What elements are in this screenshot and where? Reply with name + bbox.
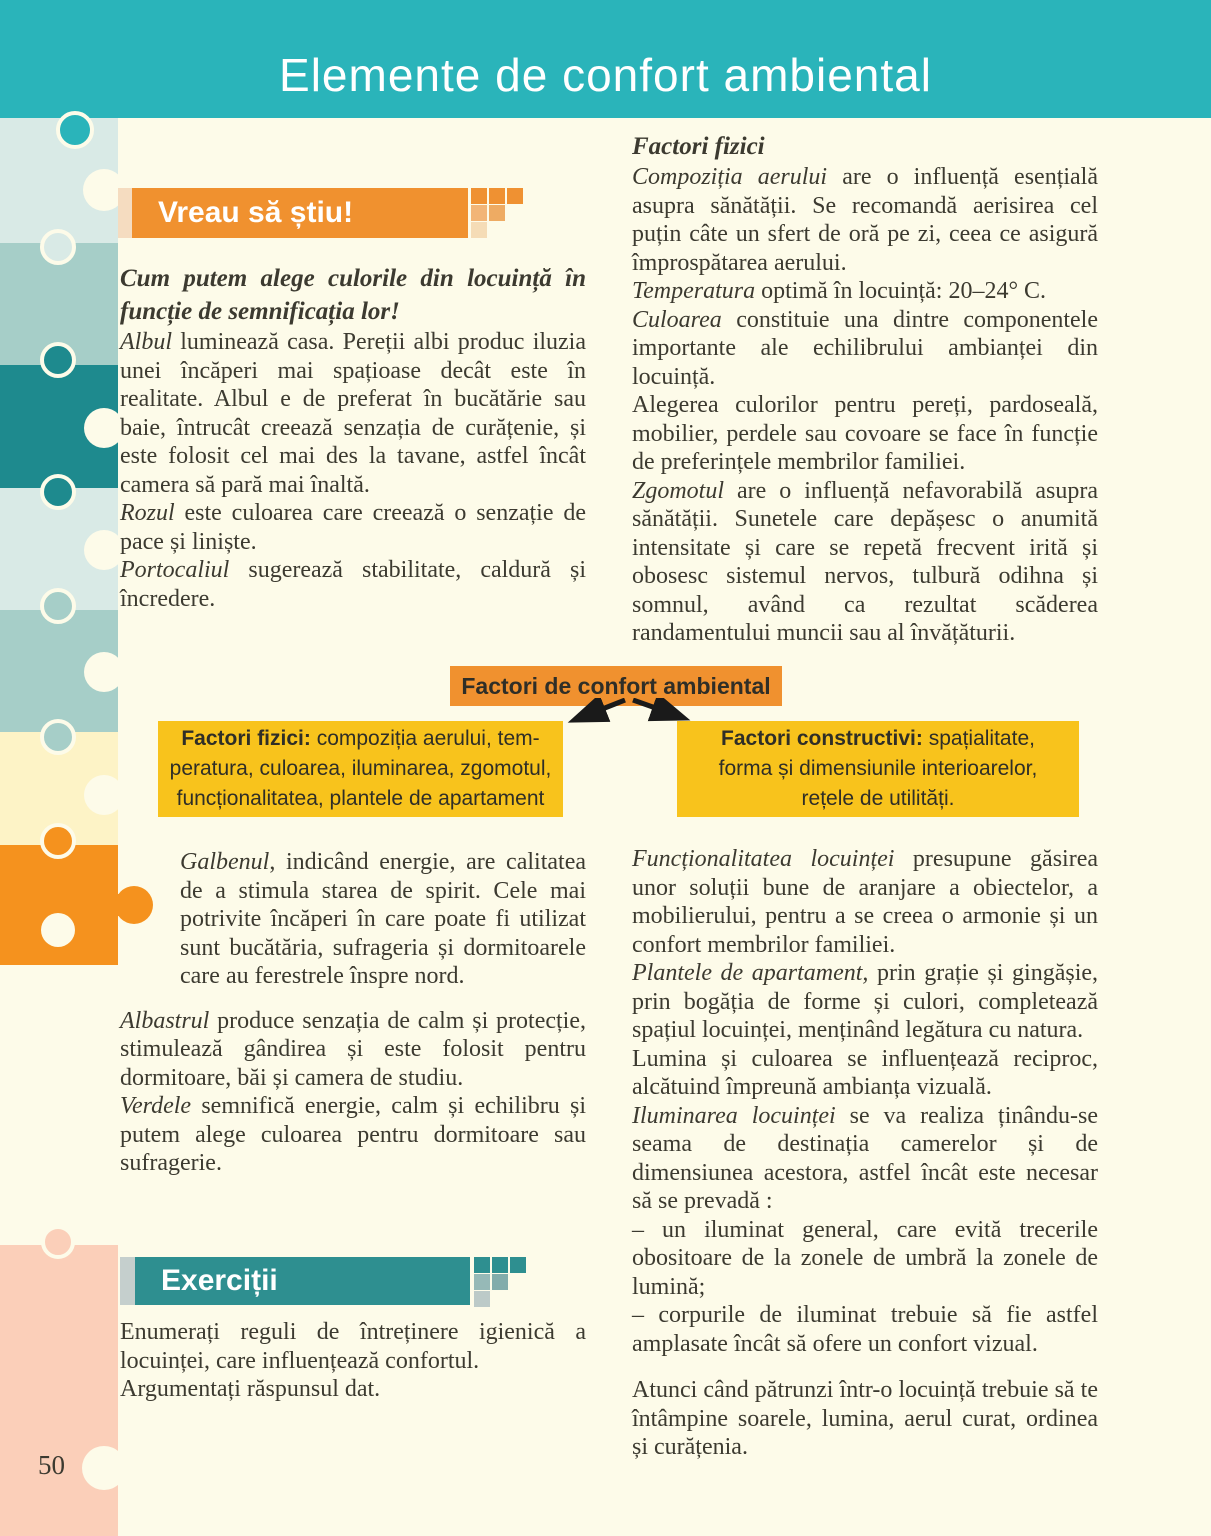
know-box-strip bbox=[118, 188, 132, 238]
right-column-bottom bbox=[632, 845, 1098, 1462]
diagram-box-line: Factori fizici: compoziția aerului, tem- bbox=[181, 727, 540, 750]
intro-heading: Cum putem alege culorile din locuință în funcție de semnificația lor! bbox=[120, 265, 586, 325]
page-number: 50 bbox=[38, 1450, 65, 1480]
deco-square bbox=[510, 1257, 526, 1273]
factori-fizici-heading: Factori fizici bbox=[632, 133, 765, 160]
diagram-box-line: Factori constructivi: spațialitate, bbox=[721, 727, 1035, 750]
right-column-top bbox=[632, 130, 1098, 648]
deco-square bbox=[471, 188, 487, 204]
diagram-box-line: funcționalitatea, plantele de apartament bbox=[176, 787, 545, 810]
left-column-bottom bbox=[120, 848, 586, 1178]
page-header bbox=[0, 0, 1211, 118]
puzzle-knob bbox=[58, 113, 92, 147]
diagram-box-line: peratura, culoarea, iluminarea, zgomotul, bbox=[169, 757, 552, 780]
exercises-box-label: Exerciții bbox=[161, 1264, 278, 1297]
puzzle-knob bbox=[42, 476, 74, 508]
paragraph-iluminat-general: – un iluminat general, care evită trecerile obositoare de la zonele de umbră la zonele de lumină; bbox=[632, 1216, 1098, 1300]
paragraph-albul: Albul luminează casa. Pereții albi produc iluzia unei încăperi mai spațioase decât este în realitate. Albul e de preferat în bucătărie sau baie, întrucât creează senzația de curățenie, și este folosit cel mai des la tavane, astfel încât camera să pară mai înaltă. bbox=[120, 329, 586, 498]
know-box bbox=[132, 188, 468, 238]
paragraph-albastrul: Albastrul produce senzația de calm și protecție, stimulează gândirea și este folosit pentru dormitoare, băi și camera de studiu. bbox=[120, 1007, 586, 1091]
exercises-box-squares bbox=[474, 1257, 528, 1309]
deco-square bbox=[471, 222, 487, 238]
paragraph-portocaliul: Portocaliul sugerează stabilitate, caldură și încredere. bbox=[120, 557, 586, 612]
exercises-text bbox=[120, 1318, 586, 1404]
paragraph-culoarea: Culoarea constituie una dintre componentele importante ale echilibrului ambianței din locuință. bbox=[632, 306, 1098, 390]
arrow-right bbox=[633, 700, 681, 717]
left-column-top bbox=[120, 262, 586, 613]
paragraph-iluminarea: Iluminarea locuinței se va realiza ținându-se seama de destinația camerelor și de dimensiunea acestora, astfel încât este necesar să se prevadă : bbox=[632, 1102, 1098, 1214]
deco-square bbox=[489, 205, 505, 221]
puzzle-knob bbox=[43, 1227, 73, 1257]
puzzle-knob bbox=[42, 721, 74, 753]
deco-square bbox=[492, 1274, 508, 1290]
deco-square bbox=[489, 188, 505, 204]
exercises-box bbox=[135, 1257, 470, 1305]
know-box-squares bbox=[471, 188, 525, 240]
paragraph-temperatura: Temperatura optimă în locuință: 20–24° C. bbox=[632, 278, 1047, 304]
puzzle-notch bbox=[84, 530, 124, 570]
puzzle-notch bbox=[84, 775, 124, 815]
puzzle-notch bbox=[84, 408, 124, 448]
puzzle-knob bbox=[42, 231, 74, 263]
paragraph-functionalitatea: Funcționalitatea locuinței presupune găsirea unor soluții bune de aranjare a obiectelor, a mobilierului, pentru a se creea o armonie și un confort membrilor familiei. bbox=[632, 846, 1098, 958]
diagram-box-factori-constructivi bbox=[677, 721, 1079, 817]
diagram-box-line: rețele de utilități. bbox=[801, 787, 955, 810]
diagram-root-label: Factori de confort ambiental bbox=[461, 673, 771, 699]
paragraph-compozitia-aerului: Compoziția aerului are o influență esențială asupra sănătății. Se recomandă aerisirea cel puțin câte un sfert de oră pe zi, ceea ce asigură împrospătarea aerului. bbox=[632, 164, 1098, 276]
puzzle-notch bbox=[41, 913, 75, 947]
diagram-box-factori-fizici bbox=[158, 721, 563, 817]
know-box-label: Vreau să știu! bbox=[158, 196, 354, 229]
puzzle-knob bbox=[42, 825, 74, 857]
paragraph-plantele: Plantele de apartament, prin grație și gingășie, prin bogăția de forme și culori, completează spațiul locuinței, menținând legătura cu natura. bbox=[632, 960, 1099, 1043]
page-title: Elemente de confort ambiental bbox=[279, 49, 932, 101]
paragraph-galbenul: Galbenul, indicând energie, are calitatea de a stimula starea de spirit. Cele mai potrivite încăperi în care poate fi utilizat sunt bucătăria, sufrageria și dormitoarele care au ferestrele înspre nord. bbox=[180, 849, 586, 989]
puzzle-notch bbox=[84, 652, 124, 692]
deco-square bbox=[474, 1291, 490, 1307]
puzzle-knob bbox=[42, 344, 74, 376]
puzzle-notch bbox=[82, 1446, 126, 1490]
puzzle-piece bbox=[0, 1245, 118, 1536]
paragraph-corpuri-iluminat: – corpurile de iluminat trebuie să fie astfel amplasate încât să ofere un confort vizual. bbox=[632, 1302, 1098, 1357]
paragraph-atunci: Atunci când pătrunzi într-o locuință trebuie să te întâmpine soarele, lumina, aerul curat, ordinea și curățenia. bbox=[632, 1377, 1098, 1460]
deco-square bbox=[474, 1257, 490, 1273]
deco-square bbox=[474, 1274, 490, 1290]
deco-square bbox=[492, 1257, 508, 1273]
exercises-box-strip bbox=[120, 1257, 135, 1305]
paragraph-verdele: Verdele semnifică energie, calm și echilibru și putem alege culoarea pentru dormitoare sau sufragerie. bbox=[120, 1093, 586, 1176]
puzzle-piece bbox=[0, 845, 118, 965]
puzzle-knob bbox=[42, 590, 74, 622]
deco-square bbox=[507, 188, 523, 204]
paragraph-rozul: Rozul este culoarea care creează o senzație de pace și liniște. bbox=[120, 500, 586, 555]
diagram-box-line: forma și dimensiunile interioarelor, bbox=[718, 757, 1038, 780]
exercise-task-2: Argumentați răspunsul dat. bbox=[120, 1376, 381, 1402]
paragraph-alegerea-culorilor: Alegerea culorilor pentru pereți, pardoseală, mobilier, perdele sau covoare se face în funcție de preferințele membrilor familiei. bbox=[632, 392, 1098, 475]
deco-square bbox=[471, 205, 487, 221]
exercise-task-1: Enumerați reguli de întreținere igienică a locuinței, care influențează confortul. bbox=[120, 1319, 586, 1374]
paragraph-zgomotul: Zgomotul are o influență nefavorabilă asupra sănătății. Sunetele care depășesc o anumită intensitate și care se repetă frecvent irită și obosesc sistemul nervos, tulbură odihna și somnul, având ca rezultat scăderea randamentului muncii sau al învățăturii. bbox=[632, 477, 1098, 646]
paragraph-lumina: Lumina și culoarea se influențează reciproc, alcătuind împreună ambianța vizuală. bbox=[632, 1045, 1098, 1100]
arrow-left bbox=[577, 700, 625, 719]
